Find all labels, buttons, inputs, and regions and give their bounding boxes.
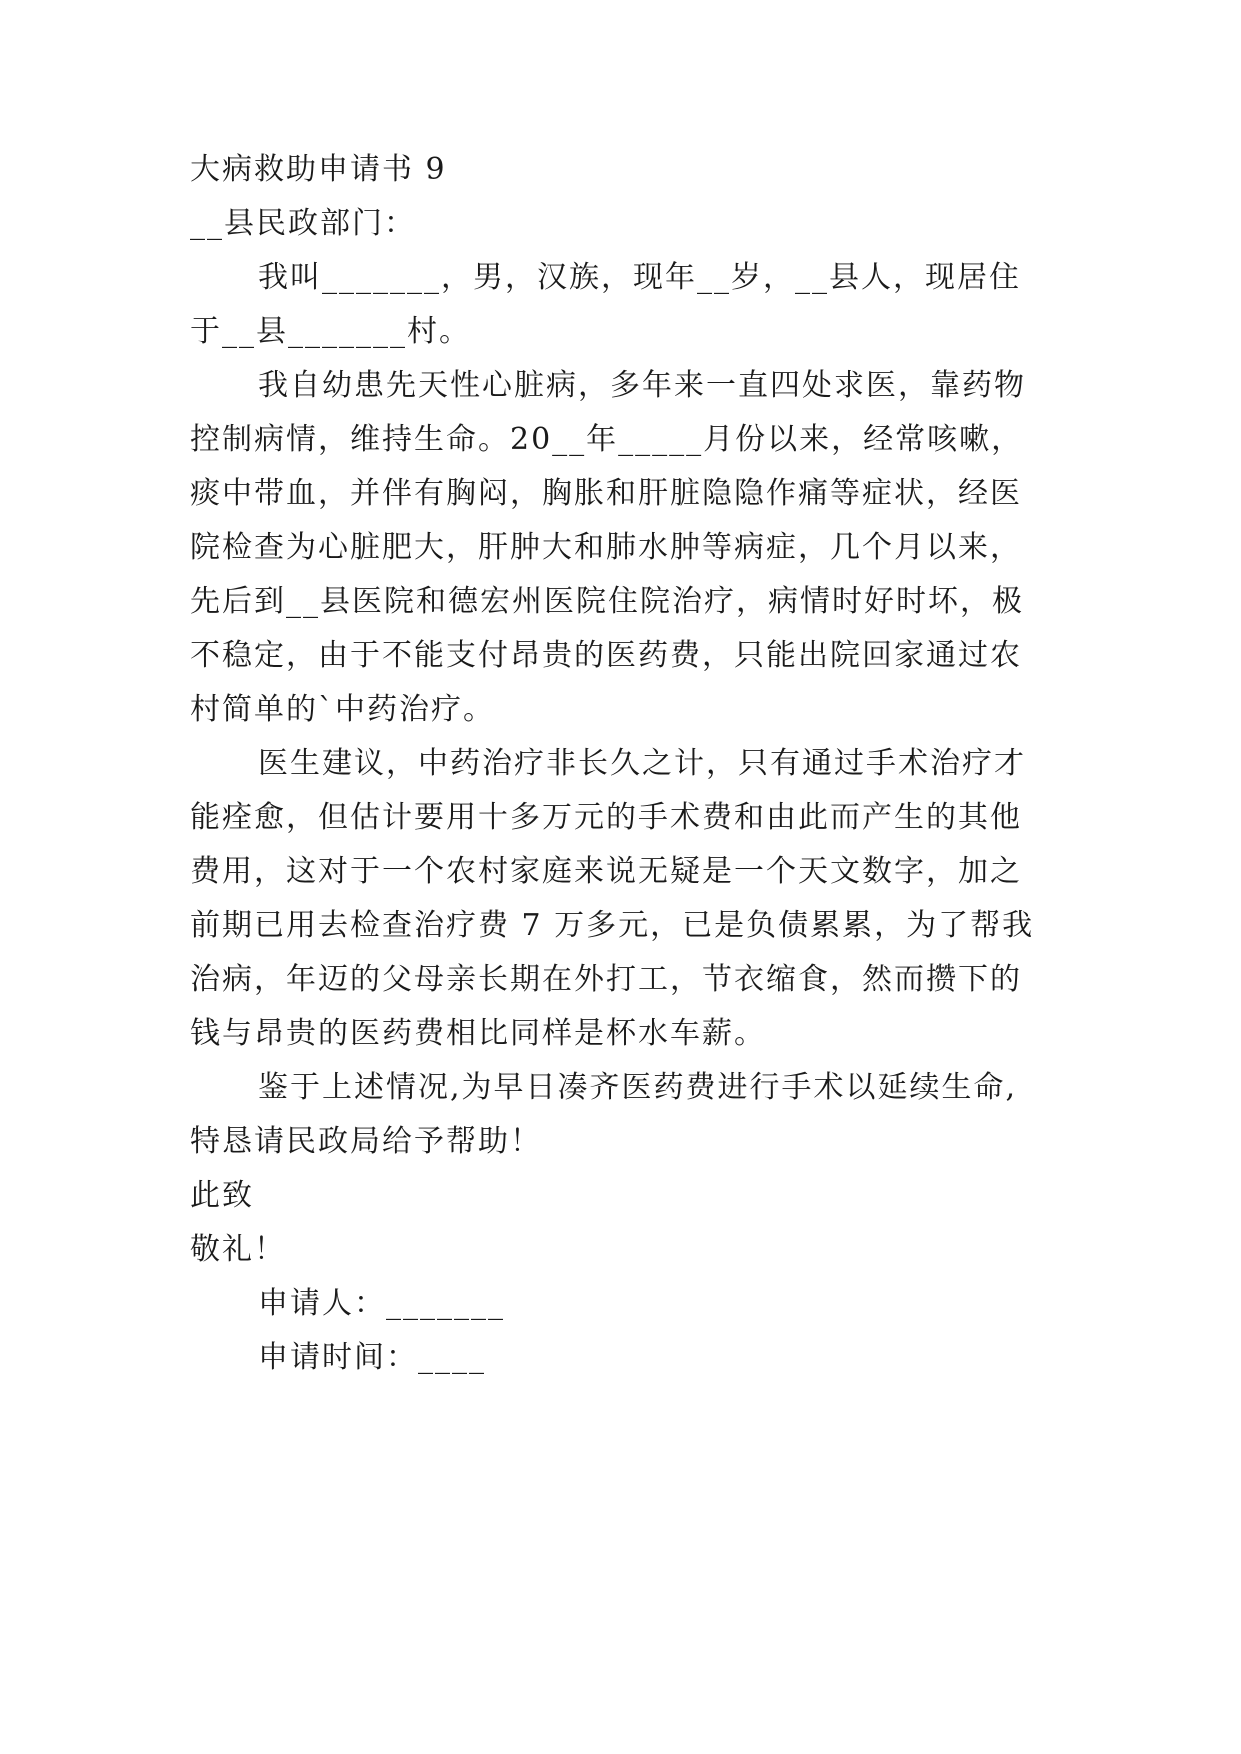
document-title: 大病救助申请书 9: [190, 152, 447, 187]
body-line: 院检查为心脏肥大，肝肿大和肺水肿等病症，几个月以来，: [190, 530, 1022, 565]
body-line: 我叫_______，男，汉族，现年__岁，__县人，现居住: [258, 260, 1021, 295]
applicant-line: 申请人：_______: [258, 1286, 505, 1321]
body-line: 于__县_______村。: [190, 314, 471, 349]
body-line: 先后到__县医院和德宏州医院住院治疗，病情时好时坏，极: [190, 584, 1024, 619]
closing-line: 此致: [190, 1178, 254, 1213]
body-line: 医生建议，中药治疗非长久之计，只有通过手术治疗才: [258, 746, 1026, 781]
body-line: 特恳请民政局给予帮助！: [190, 1124, 542, 1159]
body-line: 能痊愈，但估计要用十多万元的手术费和由此而产生的其他: [190, 800, 1022, 835]
body-line: 村简单的`中药治疗。: [190, 692, 495, 727]
date-line: 申请时间：____: [258, 1340, 486, 1375]
body-line: 鉴于上述情况,为早日凑齐医药费进行手术以延续生命,: [258, 1070, 1018, 1105]
body-line: 治病，年迈的父母亲长期在外打工，节衣缩食，然而攒下的: [190, 962, 1022, 997]
body-line: 痰中带血，并伴有胸闷，胸胀和肝脏隐隐作痛等症状，经医: [190, 476, 1022, 511]
body-line: 钱与昂贵的医药费相比同样是杯水车薪。: [190, 1016, 766, 1051]
body-line: 我自幼患先天性心脏病，多年来一直四处求医，靠药物: [258, 368, 1026, 403]
closing-line: 敬礼！: [190, 1232, 286, 1267]
body-line: 费用，这对于一个农村家庭来说无疑是一个天文数字，加之: [190, 854, 1022, 889]
body-line: 不稳定，由于不能支付昂贵的医药费，只能出院回家通过农: [190, 638, 1022, 673]
body-line: 控制病情，维持生命。20__年_____月份以来，经常咳嗽，: [190, 422, 1024, 457]
recipient-line: __县民政部门：: [190, 206, 416, 241]
body-line: 前期已用去检查治疗费 7 万多元，已是负债累累，为了帮我: [190, 908, 1035, 943]
